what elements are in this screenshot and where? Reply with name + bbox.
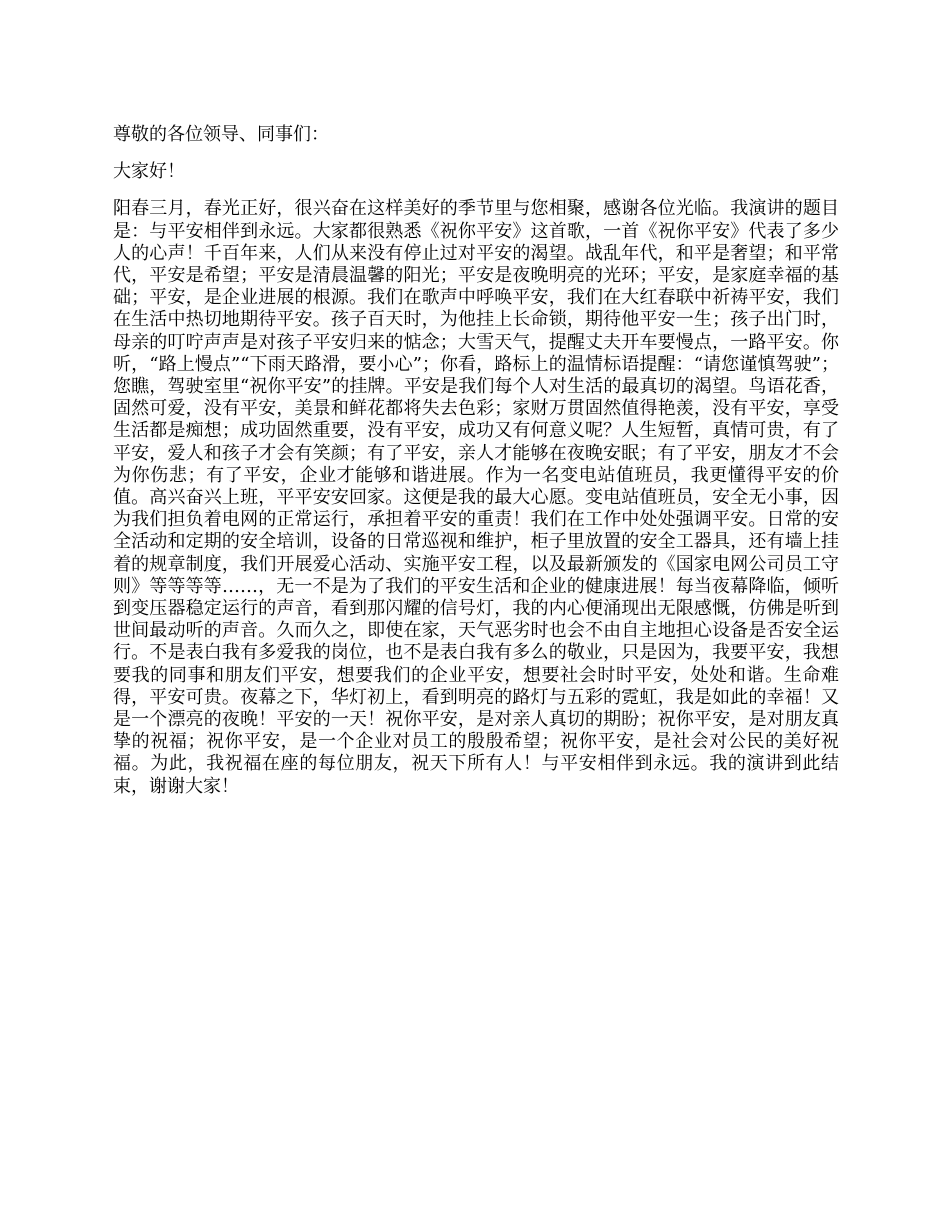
greeting-line: 尊敬的各位领导、同事们： <box>113 124 329 145</box>
speech-body-paragraph: 阳春三月，春光正好，很兴奋在这样美好的季节里与您相聚，感谢各位光临。我演讲的题目是：与平安相伴到永远。大家都很熟悉《祝你平安》这首歌，一首《祝你平安》代表了多少人的心声！千百年来，人们从来没有停止过对平安的渴望。战乱年代，和平是奢望；和平常代，平安是希望；平安是清晨温馨的阳光；平安是夜晚明亮的光环；平安，是家庭幸福的基础；平安，是企业进展的根源。我们在歌声中呼唤平安，我们在大红春联中祈祷平安，我们在生活中热切地期待平安。孩子百天时，为他挂上长命锁，期待他平安一生；孩子出门时，母亲的叮咛声声是对孩子平安归来的惦念；大雪天气，提醒丈夫开车要慢点，一路平安。你听，“路上慢点”“下雨天路滑，要小心”；你看，路标上的温情标语提醒：“请您谨慎驾驶”；您瞧，驾驶室里“祝你平安”的挂牌。平安是我们每个人对生活的最真切的渴望。鸟语花香，固然可爱，没有平安，美景和鲜花都将失去色彩；家财万贯固然值得艳羡，没有平安，享受生活都是痴想；成功固然重要，没有平安，成功又有何意义呢？人生短暂，真情可贵，有了平安，爱人和孩子才会有笑颜；有了平安，亲人才能够在夜晚安眠；有了平安，朋友才不会为你伤悲；有了平安，企业才能够和谐进展。作为一名变电站值班员，我更懂得平安的价值。高兴奋兴上班，平平安安回家。这便是我的最大心愿。变电站值班员，安全无小事，因为我们担负着电网的正常运行，承担着平安的重责！我们在工作中处处强调平安。日常的安全活动和定期的安全培训，设备的日常巡视和维护，柜子里放置的安全工器具，还有墙上挂着的规章制度，我们开展爱心活动、实施平安工程，以及最新颁发的《国家电网公司员工守则》等等等等……，无一不是为了我们的平安生活和企业的健康进展！每当夜幕降临，倾听到变压器稳定运行的声音，看到那闪耀的信号灯，我的内心便涌现出无限感慨，仿佛是听到世间最动听的声音。久而久之，即使在家，天气恶劣时也会不由自主地担心设备是否安全运行。不是表白我有多爱我的岗位，也不是表白我有多么的敬业，只是因为，我要平安，我想要我的同事和朋友们平安，想要我们的企业平安，想要社会时时平安，处处和谐。生命难得，平安可贵。夜幕之下，华灯初上，看到明亮的路灯与五彩的霓虹，我是如此的幸福！又是一个漂亮的夜晚！平安的一天！祝你平安，是对亲人真切的期盼；祝你平安，是对朋友真挚的祝福；祝你平安，是一个企业对员工的殷殷希望；祝你平安，是社会对公民的美好祝福。为此，我祝福在座的每位朋友，祝天下所有人！与平安相伴到永远。我的演讲到此结束，谢谢大家！ <box>113 198 839 797</box>
hello-line: 大家好！ <box>113 161 185 183</box>
speech-content <box>113 124 839 798</box>
